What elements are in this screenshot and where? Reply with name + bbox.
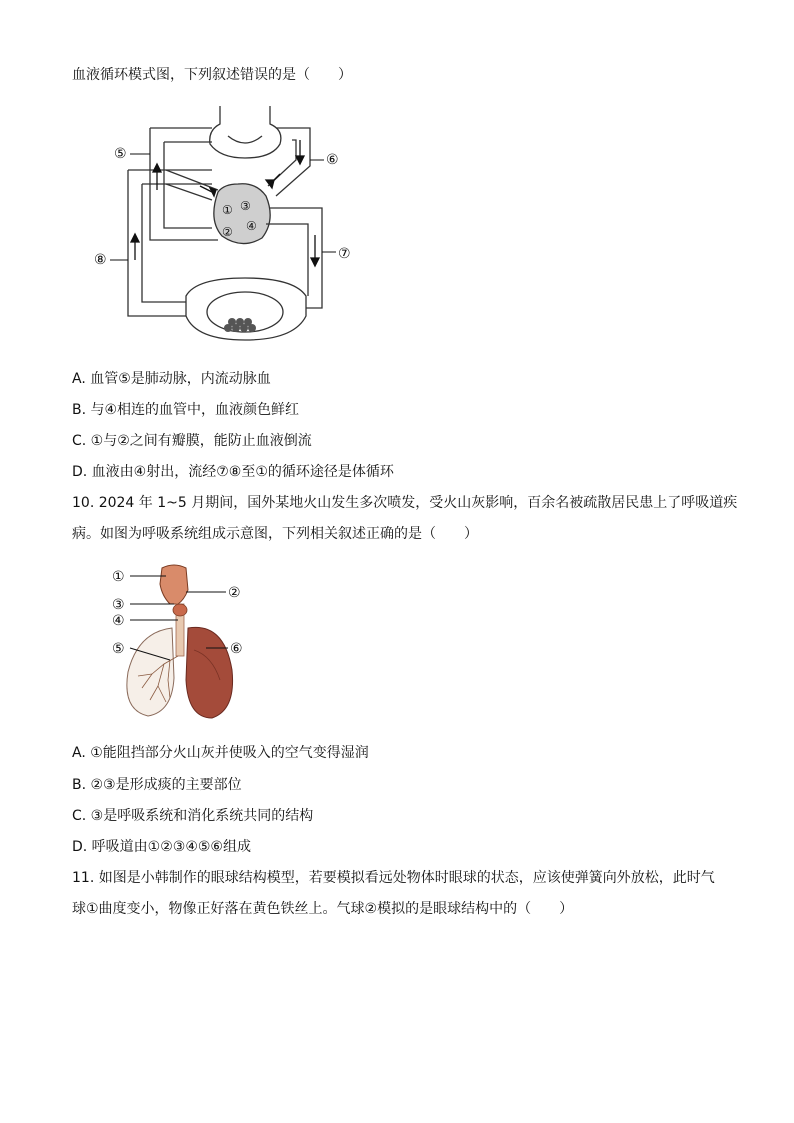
q10-option-b: B. ②③是形成痰的主要部位 [72, 777, 242, 793]
q9-option-b: B. 与④相连的血管中，血液颜色鲜红 [72, 402, 300, 418]
q9-option-c: C. ①与②之间有瓣膜，能防止血液倒流 [72, 433, 312, 449]
fig9-label-1: ① [222, 203, 233, 217]
fig9-label-6: ⑥ [326, 152, 339, 168]
q10-stem-line2: 病。如图为呼吸系统组成示意图，下列相关叙述正确的是（ ） [72, 526, 478, 542]
blood-circulation-diagram [94, 100, 370, 350]
fig10-label-4: ④ [112, 613, 125, 629]
fig9-label-2: ② [222, 225, 233, 239]
q9-option-a: A. 血管⑤是肺动脉，内流动脉血 [72, 371, 271, 387]
fig10-label-6: ⑥ [230, 641, 243, 657]
q9-stem: 血液循环模式图，下列叙述错误的是（ ） [72, 67, 352, 83]
fig9-label-5: ⑤ [114, 146, 127, 162]
q10-option-d: D. 呼吸道由①②③④⑤⑥组成 [72, 839, 251, 855]
fig9-label-4: ④ [246, 219, 257, 233]
fig10-label-5: ⑤ [112, 641, 125, 657]
fig9-label-8: ⑧ [94, 252, 107, 268]
respiratory-system-diagram [108, 560, 258, 725]
fig10-label-1: ① [112, 569, 125, 585]
fig9-label-3: ③ [240, 199, 251, 213]
fig10-label-3: ③ [112, 597, 125, 613]
q9-option-d: D. 血液由④射出，流经⑦⑧至①的循环途径是体循环 [72, 464, 394, 480]
q11-stem-line2: 球①曲度变小，物像正好落在黄色铁丝上。气球②模拟的是眼球结构中的（ ） [72, 901, 574, 917]
q10-stem-line1: 10. 2024 年 1~5 月期间，国外某地火山发生多次喷发，受火山灰影响，百余名被疏散居民患上了呼吸道疾 [72, 495, 738, 511]
fig9-label-7: ⑦ [338, 246, 351, 262]
q11-stem-line1: 11. 如图是小韩制作的眼球结构模型，若要模拟看远处物体时眼球的状态，应该使弹簧向外放松，此时气 [72, 870, 715, 886]
fig10-label-2: ② [228, 585, 241, 601]
q10-option-a: A. ①能阻挡部分火山灰并使吸入的空气变得湿润 [72, 745, 369, 761]
q10-option-c: C. ③是呼吸系统和消化系统共同的结构 [72, 808, 314, 824]
